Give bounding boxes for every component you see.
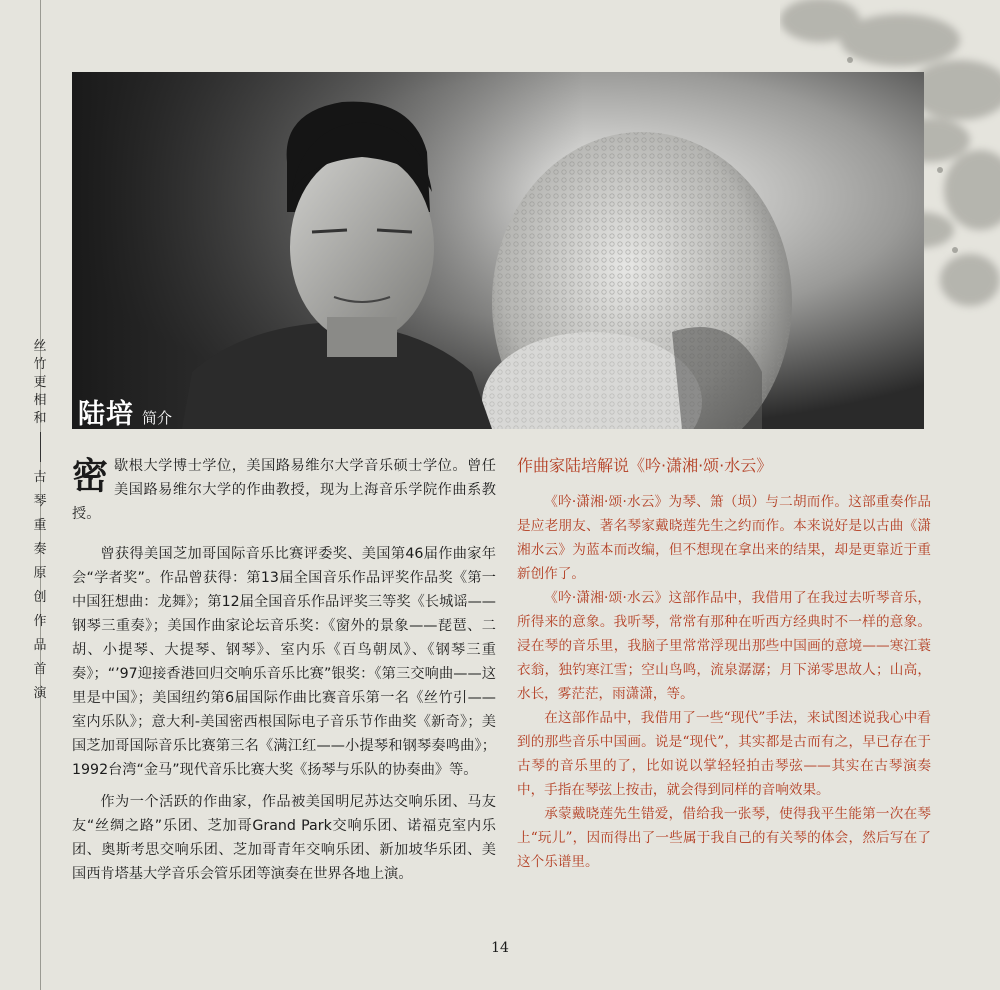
side-title-char: 演 bbox=[33, 686, 47, 701]
commentary-paragraph: 《吟·潇湘·颂·水云》这部作品中，我借用了在我过去听琴音乐，所得来的意象。我听琴，常常有那种在听西方经典时不一样的意象。浸在琴的音乐里，我脑子里常常浮现出那些中国画的意境——寒江蓑衣翁，独钓寒江雪；空山鸟鸣，流泉潺潺；月下涕零思故人；山高，水长，雾茫茫，雨潇潇，等。 bbox=[517, 590, 931, 702]
bio-paragraph: 曾获得美国芝加哥国际音乐比赛评委奖、美国第46届作曲家年会“学者奖”。作品曾获得：第13届全国音乐作品评奖作品奖《第一中国狂想曲：龙舞》；第12届全国音乐作品评奖三等奖《长城谣——钢琴三重奏》；美国作曲家论坛音乐奖：《窗外的景象——琵琶、二胡、小提琴、大提琴、钢琴》、室内乐《百鸟朝凤》、《钢琴三重奏》；“’97迎接香港回归交响乐音乐比赛”银奖：《第三交响曲——这里是中国》；美国纽约第6届国际作曲比赛音乐第一名《丝竹引——室内乐队》；意大利-美国密西根国际电子音乐节作曲奖《新奇》；美国芝加哥国际音乐比赛第三名《满江红——小提琴和钢琴奏鸣曲》；1992台湾“金马”现代音乐比赛大奖《扬琴与乐队的协奏曲》等。 bbox=[72, 546, 496, 778]
side-title-char: 竹 bbox=[33, 357, 47, 372]
side-title-char: 古 bbox=[33, 470, 47, 485]
side-title-char: 作 bbox=[33, 614, 47, 629]
page-number: 14 bbox=[491, 940, 509, 956]
intro-label: 简介 bbox=[142, 409, 173, 427]
side-title-char: 琴 bbox=[33, 494, 47, 509]
photo-caption bbox=[78, 392, 172, 431]
side-title-char: 奏 bbox=[33, 542, 47, 557]
side-title-char: 首 bbox=[33, 662, 47, 677]
side-title-char: 创 bbox=[33, 590, 47, 605]
commentary-heading: 作曲家陆培解说《吟·潇湘·颂·水云》 bbox=[517, 456, 773, 475]
side-title-char: 重 bbox=[33, 518, 47, 533]
side-title bbox=[26, 338, 54, 706]
bio-paragraph: 作为一个活跃的作曲家，作品被美国明尼苏达交响乐团、马友友“丝绸之路”乐团、芝加哥Grand Park交响乐团、诺福克室内乐团、奥斯考思交响乐团、芝加哥青年交响乐团、新加坡华乐团、美国西肯塔基大学音乐会管乐团等演奏在世界各地上演。 bbox=[72, 794, 496, 882]
biography-column bbox=[72, 454, 496, 886]
commentary-column bbox=[517, 454, 931, 874]
side-title-char: 原 bbox=[33, 566, 47, 581]
side-title-char: 丝 bbox=[33, 339, 47, 354]
bio-paragraph bbox=[72, 454, 496, 526]
side-title-char: 品 bbox=[33, 638, 47, 653]
composer-name: 陆培 bbox=[78, 399, 134, 430]
side-title-char: 相 bbox=[33, 393, 47, 408]
commentary-paragraph: 在这部作品中，我借用了一些“现代”手法，来试图述说我心中看到的那些音乐中国画。说是“现代”，其实都是古而有之，早已存在于古琴的音乐里的了，比如说以掌轻轻拍击琴弦——其实在古琴演奏中，手指在琴弦上按击，就会得到同样的音响效果。 bbox=[517, 710, 931, 798]
side-title-char: 和 bbox=[33, 411, 47, 426]
commentary-paragraph: 承蒙戴晓莲先生错爱，借给我一张琴，使得我平生能第一次在琴上“玩儿”，因而得出了一些属于我自己的有关琴的体会，然后写在了这个乐谱里。 bbox=[517, 806, 931, 870]
dropcap: 密 bbox=[72, 456, 109, 497]
bio-paragraph-text: 歇根大学博士学位，美国路易维尔大学音乐硕士学位。曾任美国路易维尔大学的作曲教授，现为上海音乐学院作曲系教授。 bbox=[72, 458, 496, 522]
side-title-dash bbox=[40, 432, 41, 462]
commentary-paragraph: 《吟·潇湘·颂·水云》为琴、箫（埙）与二胡而作。这部重奏作品是应老朋友、著名琴家戴晓莲先生之约而作。本来说好是以古曲《潇湘水云》为蓝本而改编，但不想现在拿出来的结果，却是更靠近于重新创作了。 bbox=[517, 494, 931, 582]
portrait-photo bbox=[72, 72, 924, 429]
side-title-char: 更 bbox=[33, 375, 47, 390]
